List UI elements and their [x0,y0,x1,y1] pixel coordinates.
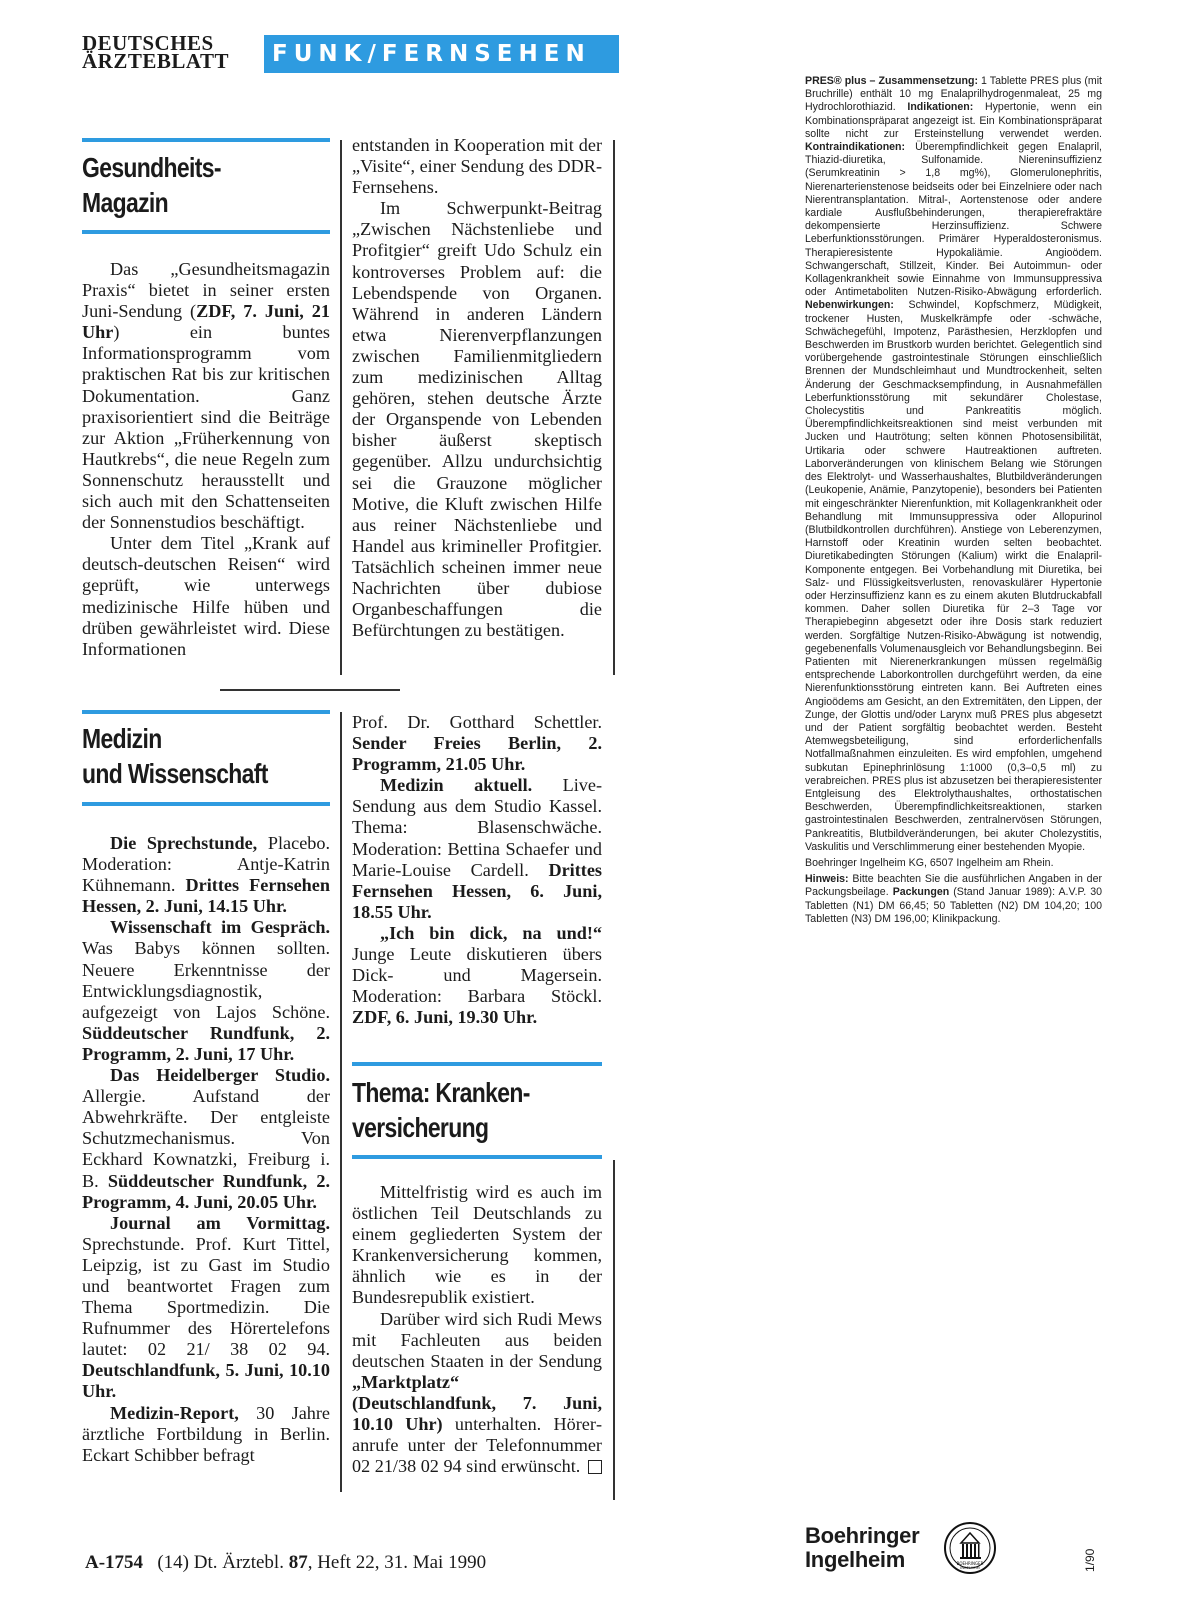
column-divider [340,712,342,1492]
listing-entry: Medizin aktuell. Live-Sendung aus dem Studio Kassel. Thema: Blasenschwäche. Moderation: Bettina Schaefer und Marie-Louise Cardell. Drittes Fernsehen Hessen, 6. Juni, 18.55 Uhr. [352,775,602,922]
company-seal-icon [943,1521,997,1580]
company-logo-text: Boehringer Ingelheim [805,1523,920,1572]
listing-entry: Prof. Dr. Gotthard Schettler. Sender Freies Berlin, 2. Programm, 21.05 Uhr. [352,712,602,775]
article-column: entstanden in Kooperation mit der „Visite“, einer Sendung des DDR-Fernsehens. Im Schwerpunkt-Beitrag „Zwischen Nächstenliebe und Profitgier“ greift Udo Schulz ein kontroverses Problem auf: die Lebendspende von Organen. Während in anderen Ländern etwa Nierenverpflanzungen zwischen Familienmitgliedern zum medizinischen Alltag gehören, stehen deutsche Ärzte der Organspende von Lebenden bisher äußerst skeptisch gegenüber. Allzu undurchsichtig sei die Grauzone möglicher Motive, die Kluft zwischen Hilfe aus reiner Nächstenliebe und Handel aus krimineller Profitgier. Tatsächlich scheinen immer neue Nachrichten über dubiose Organbeschaffungen die Befürchtungen zu bestätigen. [352,135,602,641]
article-title: Medizin und Wissenschaft [82,723,268,789]
column-divider [340,140,342,675]
heading-rule-top [82,710,330,714]
end-of-article-mark [588,1460,602,1474]
section-separator [220,689,400,691]
masthead-line1: DEUTSCHES [82,31,214,55]
article-column: Mittelfristig wird es auch im östlichen Teil Deutschlands zu einem gegliederten System der Krankenversicherung kommen, ähnlich wie es in der Bundesrepublik existiert. Darüber wird sich Rudi Mews mit Fachleuten aus beiden deutschen Staaten in der Sendung „Marktplatz“ (Deutschlandfunk, 7. Juni, 10.10 Uhr) unterhalten. Höreranrufe unter der Telefonnummer 02 21/38 02 94 sind erwünscht. [352,1182,602,1477]
heading-rule-top [352,1062,602,1066]
heading-rule-bottom [352,1155,602,1159]
column-divider [613,140,615,675]
listing-entry: Wissenschaft im Gespräch. Was Babys können sollten. Neuere Erkenntnisse der Entwicklungsdiagnostik, aufgezeigt von Lajos Schöne. Süddeutscher Rundfunk, 2. Programm, 2. Juni, 17 Uhr. [82,917,330,1064]
heading-rule-bottom [82,802,330,806]
listing-entry: „Ich bin dick, na und!“ Junge Leute diskutieren übers Dick- und Magersein. Moderation: Barbara Stöckl. ZDF, 6. Juni, 19.30 Uhr. [352,922,602,1028]
section-rubric: FUNK/FERNSEHEN [264,35,619,73]
listing-entry: Journal am Vormittag. Sprechstunde. Prof. Kurt Tittel, Leipzig, ist zu Gast im Studio und beantwortet Fragen zum Thema Sportmedizin. Die Rufnummer des Hörertelefons lautet: 02 21/ 38 02 94. Deutschlandfunk, 5. Juni, 10.10 Uhr. [82,1212,330,1402]
column-divider [613,1160,615,1500]
masthead-line2: ÄRZTEBLATT [82,49,229,73]
listings-column [352,712,602,1028]
page-number: A-1754 [85,1552,144,1573]
heading-rule-bottom [82,230,330,234]
svg-text:BOEHRINGER: BOEHRINGER [956,1561,984,1566]
page-footer: A-1754 (14) Dt. Ärztebl. 87, Heft 22, 31. Mai 1990 [85,1552,487,1573]
article-title: Thema: Kranken- versicherung [352,1077,530,1143]
article-title: Gesundheits- Magazin [82,152,221,218]
article-column: Das „Gesundheitsmagazin Praxis“ bietet in seiner ersten Juni-Sendung (ZDF, 7. Juni, 21 Uhr) ein buntes Informationsprogramm vom praktischen Rat bis zur kritischen Dokumentation. Ganz praxisorientiert sind die Beiträge zur Aktion „Früherkennung von Hautkrebs“, die neue Regeln zum Sonnenschutz herausstellt und sich auch mit den Schattenseiten der Sonnenstudios beschäftigt. Unter dem Titel „Krank auf deutsch-deutschen Reisen“ wird geprüft, wie unterwegs medizinische Hilfe hüben und drüben gewährleistet wird. Diese Informationen [82,259,330,659]
heading-rule-top [82,138,330,142]
masthead-logo [82,31,250,73]
listings-column [82,833,330,1466]
listing-entry: Die Sprechstunde, Placebo. Moderation: Antje-Katrin Kühnemann. Drittes Fernsehen Hessen, 2. Juni, 14.15 Uhr. [82,833,330,917]
listing-entry: Medizin-Report, 30 Jahre ärztliche Fortbildung in Berlin. Eckart Schibber befragt [82,1402,330,1465]
listing-entry: Das Heidelberger Studio. Allergie. Aufstand der Abwehrkräfte. Der entgleiste Schutzmechanismus. Von Eckhard Kownatzki, Freiburg i. B. Süddeutscher Rundfunk, 2. Programm, 4. Juni, 20.05 Uhr. [82,1065,331,1212]
drug-advertisement: PRES® plus – Zusammensetzung: 1 Tablette PRES plus (mit Bruchrille) enthält 10 mg Enalaprilhydrogenmaleat, 25 mg Hydrochlorothiazid. Indikationen: Hypertonie, wenn ein Kombinationspräparat angezeigt ist. Ein Kombinationspräparat sollte nicht zur Ersteinstellung verwendet werden. Kontraindikationen: Überempfindlichkeit gegen Enalapril, Thiazid-diuretika, Sulfonamide. Niereninsuffizienz (Serumkreatinin > 1,8 mg%), Glomerulonephritis, Nierenarterienstenose beidseits oder bei Einzelniere oder nach Nierentransplantation. Mitral-, Aortenstenose oder andere kardiale Ausflußbehinderungen, therapierefraktäre dekompensierte Herzinsuffizienz. Schwere Leberfunktionsstörungen. Primärer Hyperaldosteronismus. Therapieresistente Hypokaliämie. Angioödem. Schwangerschaft, Stillzeit, Kinder. Bei Autoimmun- oder Kollagenkrankheit sowie Einnahme von Immunsuppressiva oder Antimetaboliten Nutzen-Risiko-Abwägung erforderlich. Nebenwirkungen: Schwindel, Kopfschmerz, Müdigkeit, trockener Husten, Muskelkrämpfe oder -schwäche, Schwächegefühl, Impotenz, Parästhesien, Herzklopfen und Beschwerden im Brustkorb wurden berichtet. Gelegentlich sind vorübergehende gastrointestinale Störungen einschließlich Brennen der Mundschleimhaut und Mundtrockenheit, selten Änderung der Geschmacksempfindung, in Ausnahmefällen Leberfunktionsstörung mit sekundärer Cholestase, Cholecystitis und Pankreatitis möglich. Überempfindlichkeitsreaktionen sind meist verbunden mit Jucken und Hautrötung; selten können Photosensibilität, Urtikaria oder schwere Hautreaktionen auftreten. Laborveränderungen von klinischem Belang wie Störungen des Elektrolyt- und Wasserhaushaltes, Blutbildveränderungen (Leukopenie, Anämie, Panzytopenie), besonders bei Patienten mit eingeschränkter Nierenfunktion, mit Kollagenkrankheit oder Behandlung mit Immunsuppressiva oder Allopurinol (Blutbildkontrollen durchführen). Anstiege von Leberenzymen, Harnstoff oder Kreatinin wurden selten beobachtet. Diuretikabedingten Störungen (Kalium) wirkt die Enalapril-Komponente entgegen. Bei Vorbehandlung mit Diuretika, bei Salz- und Flüssigkeitsverlusten, renovaskulärer Hypertonie oder Herzinsuffizienz kann es zu einem akuten Blutdruckabfall kommen. Daher sollen Diuretika für 2–3 Tage vor Therapiebeginn abgesetzt oder ihre Dosis stark reduziert werden. Sorgfältige Nutzen-Risiko-Abwägung ist notwendig, gegebenenfalls Volumenausgleich vor Behandlungsbeginn. Bei Patienten mit Nierenerkrankungen müssen regelmäßig entsprechende Laborkontrollen durchgeführt werden, da eine Nierenfunktionsstörung eintreten kann. Bei Auftreten eines Angioödems am Gesicht, an den Extremitäten, den Lippen, der Zunge, der Glottis und/oder Larynx muß PRES plus abgesetzt und der Patient sorgfältig beobachtet werden. Besteht Atemwegsbeteiligung, sind erforderlichenfalls Notfallmaßnahmen einzuleiten. Es wird empfohlen, umgehend subkutan Epinephrinlösung 1:1000 (0,3–0,5 ml) zu verabreichen. PRES plus ist abzusetzen bei therapieresistenter Entgleisung des Elektrolythaushaltes, orthostatischen Beschwerden, Überempfindlichkeitsreaktionen, starken gastrointestinalen Beschwerden, zentralnervösen Störungen, Pankreatitis, Blutbildveränderungen, bei akuter Cholezystitis, Vaskulitis und Verschlimmerung einer bestehenden Myopie. Boehringer Ingelheim KG, 6507 Ingelheim am Rhein. Hinweis: Bitte beachten Sie die ausführlichen Angaben in der Packungsbeilage. Packungen (Stand Januar 1989): A.V.P. 30 Tabletten (N1) DM 66,45; 50 Tabletten (N2) DM 104,20; 100 Tabletten (N3) DM 196,00; Klinikpackung. [805,75,1103,925]
issue-code: 1/90 [1083,1548,1097,1572]
svg-text:INGELHEIM: INGELHEIM [960,1566,980,1570]
